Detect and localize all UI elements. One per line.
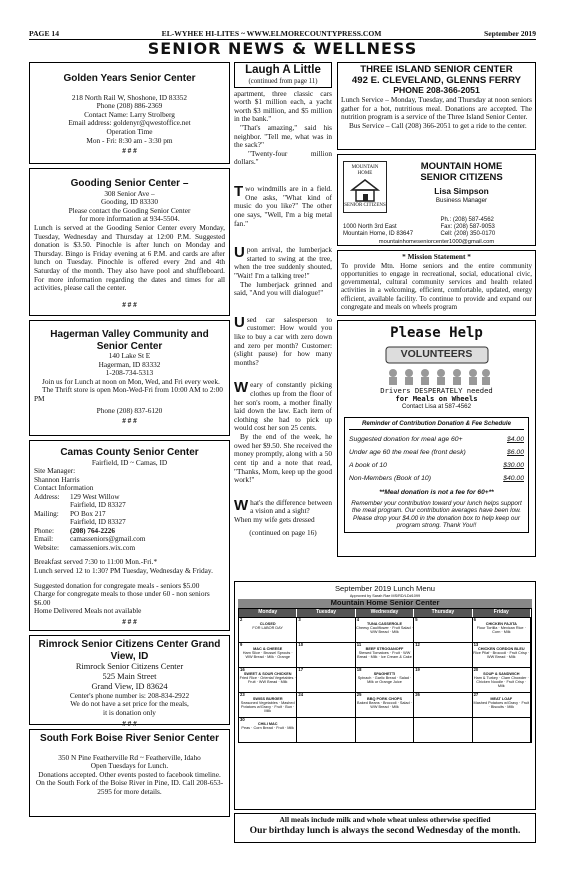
hagerman-title: Hagerman Valley Community and Senior Center (50, 329, 209, 352)
menu-main-dish: TUNA CASSEROLE (366, 622, 403, 627)
menu-sides: Baked Beans · Broccoli · Salad · WW Bread · Milk (357, 701, 412, 710)
weekday-header: Friday (473, 609, 531, 617)
menu-day-cell (297, 642, 355, 667)
donation-schedule: Reminder of Contribution Donation & Fee Schedule Suggested donation for meal age 60+ $4.00 Under age 60 the meal fee (front desk) $6.00 A book of 10 $30.00 Non-Members (Book of 10) $40.00 **Meal donation is not a fee for 60+** Remember your contribution toward your lunch helps support the meal program. Our contribution averages have been low. Please drop your $4.00 in the donation box to help keep our program strong. Thank You!! (344, 417, 529, 533)
menu-sides: Cheesy Cauliflower · Fruit Salad · WW Bread · Milk (356, 626, 413, 635)
menu-day-cell (414, 717, 472, 742)
menu-day-cell (356, 617, 414, 642)
camas-title: Camas County Senior Center (60, 447, 199, 458)
house-icon (350, 177, 380, 203)
day-number: 2 (240, 617, 243, 623)
day-number: 10 (298, 642, 304, 648)
gooding-box: Gooding Senior Center – 308 Senior Ave – Gooding, ID 83330 Please contact the Gooding Senior Center for more information at 934-5504. Lunch is served at the Gooding Senior Center every Monday, Tuesday, Wednesday and Thursday at 12:00 P.M. Suggested donation is $3.50. Pinochle is after lunch on Monday and Thursday. Bingo is Friday evening at 6 P.M. and cards are after lunch on Tuesday. Pinochle is offered every 2nd and 4th Saturday of the month. They also have pool and shuffleboard. For more information regarding the dates and times for all activities, please call the center. # # # (29, 168, 230, 316)
left-column (29, 62, 230, 821)
menu-day-cell (473, 617, 531, 642)
menu-sides: Fried Rice · Oriental Vegetables · Fruit · WW Bread · Milk (239, 676, 296, 685)
menu-day-cell (356, 642, 414, 667)
menu-sides: Flour Tortilla · Mexican Rice · Corn · Milk (476, 626, 526, 635)
day-number: 25 (356, 692, 362, 698)
menu-main-dish: SWISS BURGER (252, 697, 283, 702)
menu-day-cell (414, 692, 472, 717)
menu-main-dish: CHICKEN CORDON BLEU (477, 647, 525, 652)
lunch-calendar (238, 608, 532, 743)
menu-day-cell (239, 667, 297, 692)
menu-day-cell (239, 692, 297, 717)
menu-sides: Stewed Tomatoes · Fruit · WW Bread · Milk · Ice Cream & Cake (357, 651, 412, 660)
donation-row: Under age 60 the meal fee (front desk) $6.00 (349, 449, 524, 457)
section-masthead: SENIOR NEWS & WELLNESS (147, 39, 418, 58)
day-number: 13 (473, 642, 479, 648)
menu-sides: FOR LABOR DAY (252, 626, 283, 631)
weekday-header: Thursday (414, 609, 472, 617)
menu-main-dish: SWEET & SOUR CHICKEN (243, 672, 292, 677)
menu-main-dish: CLOSED (259, 622, 276, 627)
laugh-title-box: Laugh A Little (continued from page 11) (234, 62, 332, 88)
south-fork-body: Donations accepted. Other events posted to facebook timeline. On the South Fork of the Boise River in Pine, ID. Call 208-653-2595 for more details. (35, 769, 224, 796)
camas-box: Camas County Senior Center Fairfield, ID ~ Camas, ID Site Manager: Shannon Harris Contact Information Address: 129 West Willow Fairfield, ID 83327 Mailing: PO Box 217 Fairfield, ID 83327 Phone: (208) 764-2226 Email: camasseniors@gmail.com Website: camasseniors.wix.com Breakfast served 7:30 to 11:00 Mon.-Fri.* Lunch served 12 to 1:30? PM Tuesday, Wednesday & Friday. Suggested donation for congregate meals - seniors $5.00 Charge for congregate meals to those under 60 - non seniors $6.00 Home Delivered Meals not available # # # (29, 440, 230, 631)
day-number: 24 (298, 692, 304, 698)
day-number: 9 (240, 642, 243, 648)
menu-main-dish: MEAT LOAF (490, 697, 513, 702)
menu-day-cell (473, 642, 531, 667)
day-number: 17 (298, 667, 304, 673)
menu-main-dish: BEEF STROGANOFF (365, 647, 404, 652)
donation-row: Suggested donation for meal age 60+ $4.00 (349, 436, 524, 444)
menu-main-dish: SOUP & SANDWICH (483, 672, 520, 677)
lunch-menu: September 2019 Lunch Menu Approved by Sarah Rae MS/RD/LD#1099 Mountain Home Senior Center Monday Tuesday Wednesday Thursday Friday 2 CLOSED FOR LABOR DAY 3 4 TUNA CASSEROLE Cheesy Cauliflower · Fruit Salad · WW Bread · Milk 5 6 CHICKEN FAJITA Flour Tortilla · Mexican Rice · Corn · Milk 9 MAC & CHEESE Ham Slice · Brussel Sprouts · WW Bread · Milk · Orange 10 11 BEEF STROGANOFF Stewed Tomatoes · Fruit · WW Bread · Milk · Ice Cream & Cake 12 13 CHICKEN CORDON BLEU Rice Pilaf · Broccoli · Fruit Crisp · WW Bread · Milk 16 SWEET & SOUR CHICKEN Fried Rice · Oriental Vegetables · Fruit · WW Bread · Milk 17 18 SPAGHETTI Spinach · Garlic Bread · Salad · Milk or Orange Juice 19 20 SOUP & SANDWICH Ham & Turkey · Clam Chowder · Chicken Noodle · Fruit Crisp · Milk 23 SWISS BURGER Seasoned Vegetables · Mashed Potatoes w/Gravy · Fruit · Bun · Milk 24 25 BBQ PORK CHOPS Baked Beans · Broccoli · Salad · WW Bread · Milk 26 27 MEAT LOAF Mashed Potatoes w/Gravy · Fruit · Biscuits · Milk 30 CHILI MAC Peas · Corn Bread · Fruit · Milk (234, 581, 536, 810)
three-island-box: THREE ISLAND SENIOR CENTER 492 E. CLEVELAND, GLENNS FERRY PHONE 208-366-2051 Lunch Service – Monday, Tuesday, and Thursday at noon seniors gather for a hot, nutritious meal. Donations are accepted. The nutrition program is a service of the Three Island Senior Center. Bus Service – Call (208) 366-2051 to get a ride to the center. (337, 62, 536, 150)
menu-day-cell (297, 717, 355, 742)
menu-sides: Spinach · Garlic Bread · Salad · Milk or Orange Juice (357, 676, 412, 685)
menu-main-dish: CHILI MAC (257, 722, 278, 727)
please-help-box: Please Help VOLUNTEERS Drivers DESPERATELY needed for Meals on Wheels Contact Lisa at 587-4562 Reminder of Contribution Donation & Fee Schedule Suggested donation for meal age 60+ $4.00 Under age 60 the meal fee (front desk) $6.00 A book of 10 $30.00 Non-Members (Book of 10) $40.00 **Meal donation is not a fee for 60+** Remember your contribution toward your lunch helps support the meal program. Our contribution averages have been low. Please drop your $4.00 in the donation box to help keep our program strong. Thank You!! (337, 320, 536, 557)
day-number: 16 (240, 667, 245, 673)
day-number: 20 (473, 667, 479, 673)
rimrock-title: Rimrock Senior Citizens Center Grand View, ID (38, 639, 221, 662)
mountain-home-card: MOUNTAIN HOME SENIOR CITIZENS MOUNTAIN HOME SENIOR CITIZENS Lisa Simpson Business Manager Ph.: (208) 587-4562 1000 North 3rd East Fax: (208) 587-9053 Mountain Home, ID 83647 Cell: (208) 350-0170 mountainhomeseniorcenter1000@gmail.com (337, 154, 536, 246)
south-fork-box: South Fork Boise River Senior Center 350 N Pine Featherville Rd ~ Featherville, Idaho Open Tuesdays for Lunch. Donations accepted. Other events posted to facebook timeline. On the South Fork of the Boise River in Pine, ID. Call 208-653-2595 for more details. (29, 729, 230, 817)
day-number: 6 (473, 617, 476, 623)
mountain-home-email[interactable]: mountainhomeseniorcenter1000@gmail.com (378, 239, 495, 246)
day-number: 26 (415, 692, 420, 698)
menu-day-cell (473, 717, 531, 742)
page-number: PAGE 14 (29, 28, 60, 38)
day-number: 30 (240, 717, 245, 723)
menu-sides: Ham Slice · Brussel Sprouts · WW Bread · Milk · Orange (242, 651, 293, 660)
golden-years-email[interactable]: Email address: goldenyr@qwestoffice.net (68, 118, 191, 128)
menu-day-cell (297, 667, 355, 692)
menu-main-dish: CHICKEN FAJITA (485, 622, 517, 627)
menu-sides: Seasoned Vegetables · Mashed Potatoes w/Gravy · Fruit · Bun · Milk (240, 701, 295, 714)
day-number: 4 (356, 617, 360, 623)
donation-row: Non-Members (Book of 10) $40.00 (349, 474, 524, 482)
menu-day-cell (414, 642, 472, 667)
middle-column (234, 62, 332, 537)
golden-years-title: Golden Years Senior Center (63, 73, 196, 84)
hagerman-box: Hagerman Valley Community and Senior Center 140 Lake St E Hagerman, ID 83332 1-208-734-5313 Join us for Lunch at noon on Mon, Wed, and Fri every week. The Thrift store is open Mon-Wed-Fri from 10:00 AM to 2:00 PM Phone (208) 837-6120 # # # (29, 320, 230, 436)
camas-contact-table: Address: 129 West Willow Fairfield, ID 83327 Mailing: PO Box 217 Fairfield, ID 83327 Phone: (208) 764-2226 Email: camasseniors@gmail.com Website: camasseniors.wix.com (34, 492, 146, 552)
day-number: 27 (473, 692, 479, 698)
menu-day-cell (239, 642, 297, 667)
mission-box: * Mission Statement * To provide Mtn. Home seniors and the entire community opportunities to engage in recreational, social, educational civic, governmental, cultural community services and health related activities in a welcoming, efficient, comfortable, updated, energy efficient, available facility. To continue to provide and expand our congregate and meals on wheels program (337, 250, 536, 316)
menu-sides: Rice Pilaf · Broccoli · Fruit Crisp · WW Bread · Milk (473, 651, 530, 660)
laugh-jokes: apartment, three classic cars worth $1 million each, a yacht worth $3 million, and $5 million in the bank." "That's amazing," said his neighbor. "Tell me, what was in the sack?" "Twenty-four million dollars." Two windmills are in a field. One asks, "What kind of music do you like?" The other one says, "Well, I'm a big metal fan." Upon arrival, the lumberjack started to swing at the tree, when the tree suddenly shouted, "Wait! I'm a talking tree!" The lumberjack grinned and said, "And you will dialogue!" Used car salesperson to customer: How would you like to buy a car with zero down and zero per month? Customer: (slight pause) for how many months? Weary of constantly picking clothes up from the floor of her son's room, a mother finally laid down the law. Each item of clothing she had to pick up would cost her son 25 cents. By the end of the week, he owed her $9.50. She received the money promptly, along with a 50 cent tip and a note that read, "Thanks, Mom, keep up the good work!" What's the difference between a vision and a sight? When my wife gets dressed (continued on page 16) (234, 88, 332, 537)
day-number: 23 (240, 692, 245, 698)
menu-main-dish: SPAGHETTI (373, 672, 396, 677)
rimrock-box: Rimrock Senior Citizens Center Grand View, ID Rimrock Senior Citizens Center 525 Main Street Grand View, ID 83624 Center's phone number is: 208-834-2922 We do not have a set price for the meals, it is donation only # # # (29, 635, 230, 725)
mountain-home-logo: MOUNTAIN HOME SENIOR CITIZENS (343, 161, 387, 213)
weekday-header: Monday (239, 609, 297, 617)
day-number: 12 (415, 642, 420, 648)
camas-website[interactable]: camasseniors.wix.com (70, 543, 136, 552)
menu-day-cell (356, 667, 414, 692)
menu-sides: Ham & Turkey · Clam Chowder · Chicken Noodle · Fruit Crisp · Milk (473, 676, 529, 689)
menu-sides: Peas · Corn Bread · Fruit · Milk (241, 726, 294, 731)
menu-day-cell (356, 717, 414, 742)
gooding-title: Gooding Senior Center – (70, 178, 189, 189)
day-number: 11 (356, 642, 362, 648)
paper-name: EL-WYHEE HI-LITES ~ WWW.ELMORECOUNTYPRESS.COM (161, 28, 382, 38)
menu-sides: Mashed Potatoes w/Gravy · Fruit · Biscuits · Milk (473, 701, 530, 710)
day-number: 3 (298, 617, 301, 623)
menu-day-cell (414, 617, 472, 642)
menu-day-cell (356, 692, 414, 717)
lunch-footer: All meals include milk and whole wheat unless otherwise specified Our birthday lunch is always the second Wednesday of the month. (234, 813, 536, 843)
day-number: 5 (415, 617, 418, 623)
mountain-home-contact: Ph.: (208) 587-4562 1000 North 3rd East Fax: (208) 587-9053 Mountain Home, ID 83647 Cell: (208) 350-0170 (343, 217, 496, 238)
donation-table (349, 434, 524, 485)
menu-day-cell (473, 667, 531, 692)
menu-day-cell (414, 667, 472, 692)
right-column (337, 62, 536, 561)
menu-day-cell (239, 617, 297, 642)
menu-day-cell (239, 717, 297, 742)
golden-years-box: Golden Years Senior Center 218 North Rail W, Shoshone, ID 83352 Phone (208) 886-2369 Contact Name: Larry Strolberg Email address: goldenyr@qwestoffice.net Operation Time Mon - Fri: 8:30 am - 3:30 pm # # # (29, 62, 230, 164)
camas-email[interactable]: camasseniors@gmail.com (70, 535, 146, 544)
donation-row: A book of 10 $30.00 (349, 461, 524, 469)
gooding-body: Lunch is served at the Gooding Senior Center every Monday, Tuesday, Wednesday and Thursday at 12:00 P.M. Suggested donation is $3.50. Pinochle is after lunch on Monday and Thursday. Bingo is Friday evening at 6 P.M. and cards are after lunch on Tuesday. Pinochle is offered every 2nd and 4th Saturday of the month. They also have pool and shuffleboard. For more information regarding the dates and times for all activities, please call the center. (34, 222, 225, 293)
day-number: 19 (415, 667, 420, 673)
issue-date: September 2019 (484, 28, 536, 38)
menu-main-dish: BBQ PORK CHOPS (366, 697, 402, 702)
volunteers-banner: VOLUNTEERS (378, 345, 496, 385)
south-fork-title: South Fork Boise River Senior Center (40, 733, 219, 744)
menu-main-dish: MAC & CHEESE (253, 647, 283, 652)
menu-day-cell (297, 617, 355, 642)
weekday-header: Tuesday (297, 609, 355, 617)
weekday-header: Wednesday (356, 609, 414, 617)
menu-day-cell (297, 692, 355, 717)
menu-day-cell (473, 692, 531, 717)
day-number: 18 (356, 667, 362, 673)
